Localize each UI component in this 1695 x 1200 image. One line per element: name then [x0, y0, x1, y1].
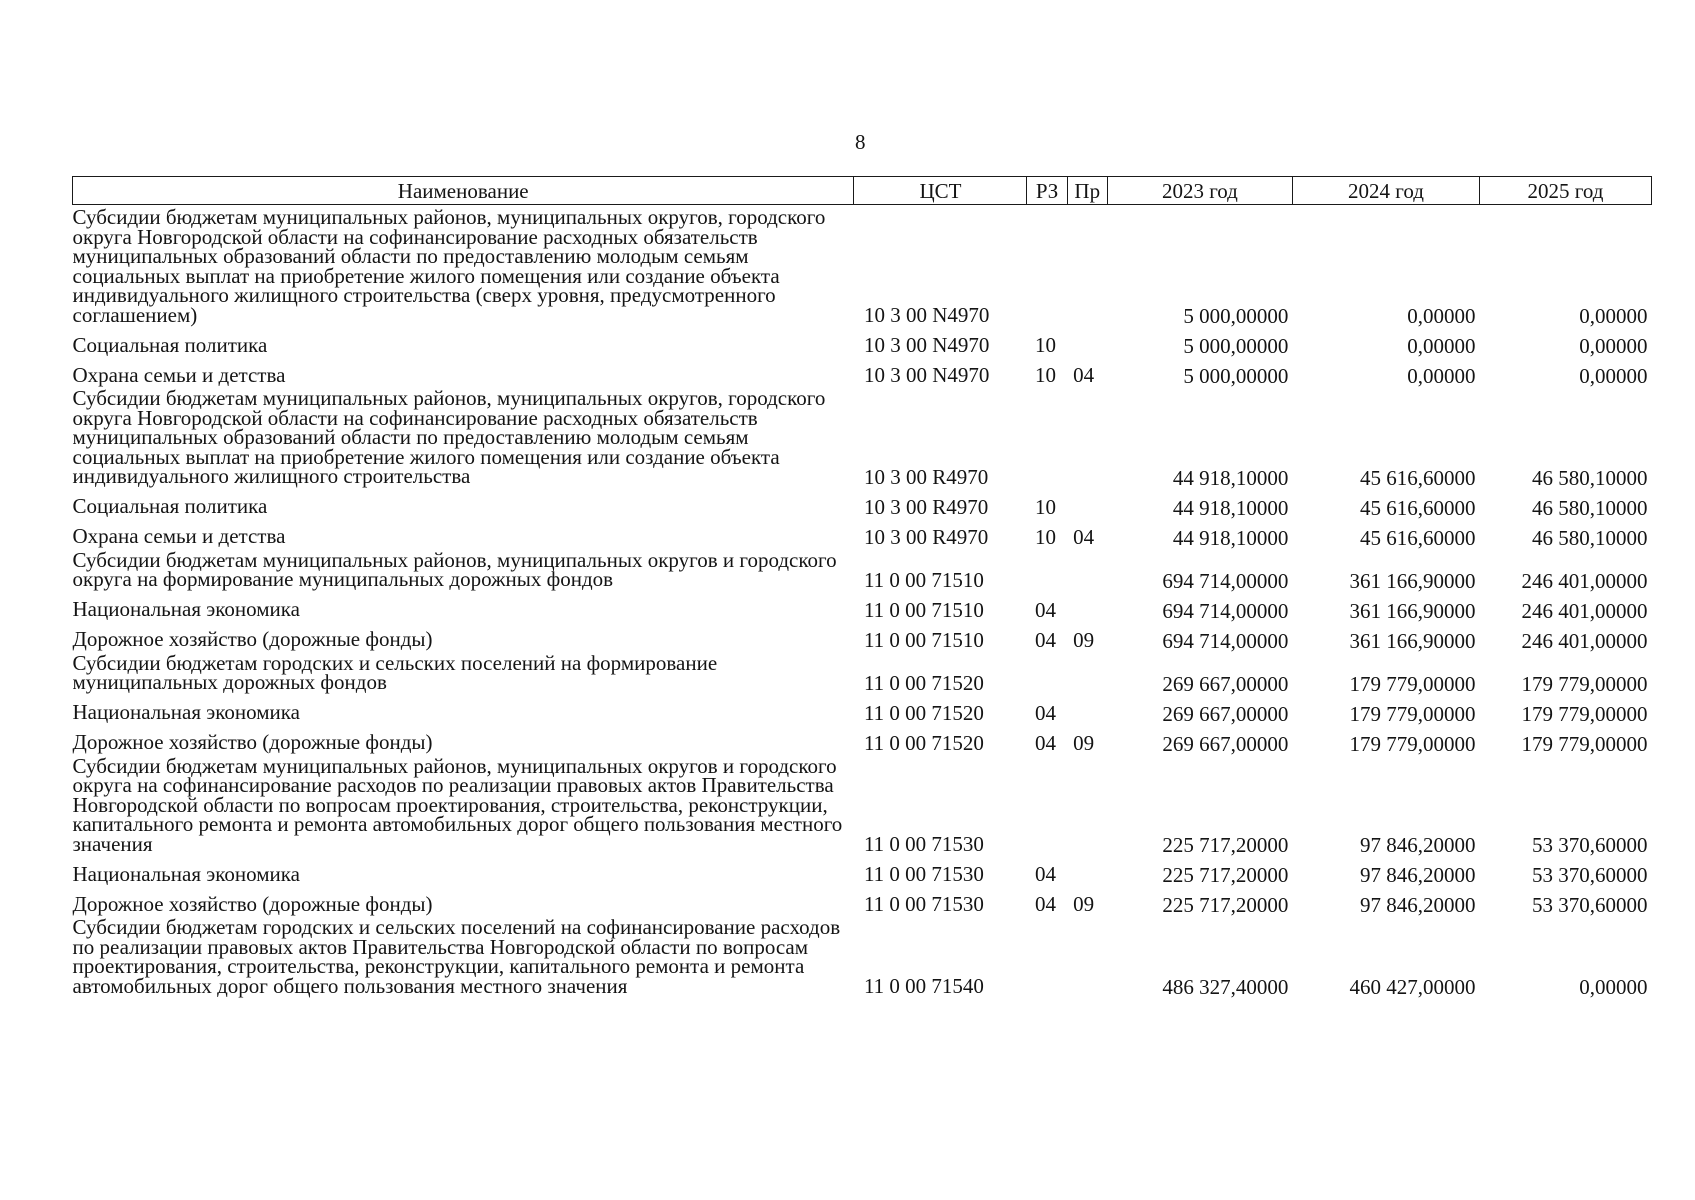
row-name: Социальная политика — [72, 332, 268, 357]
row-value-2024: 361 166,90000 — [1349, 628, 1476, 653]
row-value-2024: 179 779,00000 — [1349, 731, 1476, 756]
row-pr: 04 — [1073, 524, 1095, 549]
row-name: Субсидии бюджетам муниципальных районов, муниципальных округов, городского округа Новгородской области на софинансирование расходных обязательств муниципальных образований области по предоставлению молодым семьям социальных выплат на приобретение жилого помещения или создание объекта индивидуального жилищного строительства — [72, 386, 826, 488]
row-value-2024: 0,00000 — [1407, 364, 1476, 388]
row-value-2024: 45 616,60000 — [1359, 525, 1476, 550]
row-value-2025: 246 401,00000 — [1521, 568, 1648, 593]
row-value-2024: 361 166,90000 — [1349, 598, 1476, 623]
row-name: Социальная политика — [72, 494, 268, 518]
table-row — [73, 356, 1652, 386]
table-body — [73, 205, 1652, 998]
row-value-2025: 179 779,00000 — [1521, 671, 1648, 696]
header-2025: 2025 год — [1479, 177, 1651, 205]
row-value-2025: 53 370,60000 — [1532, 893, 1648, 917]
row-cst: 10 3 00 R4970 — [863, 464, 989, 489]
row-value-2025: 0,00000 — [1579, 304, 1648, 328]
row-value-2023: 269 667,00000 — [1162, 671, 1289, 696]
row-name: Национальная экономика — [72, 861, 300, 886]
row-value-2023: 225 717,20000 — [1162, 893, 1289, 917]
row-value-2025: 246 401,00000 — [1521, 628, 1648, 653]
table-row — [73, 855, 1652, 885]
table-row — [73, 205, 1652, 327]
table-row — [73, 885, 1652, 915]
row-value-2023: 694 714,00000 — [1162, 598, 1289, 623]
table-row — [73, 591, 1652, 621]
row-value-2025: 46 580,10000 — [1532, 525, 1648, 550]
row-value-2023: 225 717,20000 — [1162, 863, 1289, 887]
row-cst: 11 0 00 71520 — [863, 700, 984, 725]
row-value-2023: 5 000,00000 — [1183, 364, 1289, 388]
row-value-2024: 45 616,60000 — [1359, 465, 1476, 490]
row-cst: 10 3 00 N4970 — [863, 363, 990, 387]
row-pr — [1067, 591, 1107, 621]
row-rz — [1027, 548, 1067, 591]
row-cst: 10 3 00 R4970 — [863, 494, 989, 519]
row-pr: 09 — [1073, 730, 1095, 755]
row-pr — [1067, 915, 1107, 997]
row-rz — [1027, 754, 1067, 856]
row-rz — [1027, 915, 1067, 997]
row-value-2024: 179 779,00000 — [1349, 701, 1476, 726]
row-name: Национальная экономика — [72, 700, 300, 724]
row-value-2024: 97 846,20000 — [1359, 833, 1476, 857]
row-cst: 11 0 00 71540 — [863, 974, 984, 998]
row-rz — [1027, 205, 1067, 327]
header-row — [73, 177, 1652, 205]
row-cst: 11 0 00 71520 — [863, 730, 984, 755]
row-value-2023: 694 714,00000 — [1162, 568, 1289, 593]
row-value-2023: 44 918,10000 — [1172, 495, 1289, 520]
row-value-2023: 225 717,20000 — [1162, 833, 1289, 857]
row-name: Охрана семьи и детства — [72, 524, 286, 548]
row-rz: 04 — [1034, 597, 1056, 622]
row-pr — [1067, 651, 1107, 694]
row-cst: 11 0 00 71510 — [863, 627, 984, 652]
row-value-2023: 5 000,00000 — [1183, 334, 1289, 358]
header-2023: 2023 год — [1107, 177, 1292, 205]
row-cst: 10 3 00 N4970 — [863, 303, 990, 327]
row-pr — [1067, 754, 1107, 856]
header-rz: РЗ — [1027, 177, 1067, 205]
row-rz: 04 — [1034, 892, 1056, 916]
table-row — [73, 754, 1652, 856]
header-name: Наименование — [73, 177, 854, 205]
row-name: Субсидии бюджетам городских и сельских поселений на формирование муниципальных дорожных фондов — [72, 650, 718, 694]
row-value-2024: 179 779,00000 — [1349, 671, 1476, 696]
row-rz: 04 — [1034, 627, 1056, 652]
row-value-2025: 179 779,00000 — [1521, 731, 1648, 756]
row-rz — [1027, 651, 1067, 694]
row-cst: 11 0 00 71510 — [863, 567, 984, 592]
header-cst: ЦСТ — [854, 177, 1027, 205]
table-row — [73, 326, 1652, 356]
row-name: Национальная экономика — [72, 597, 300, 621]
row-name: Дорожное хозяйство (дорожные фонды) — [72, 730, 433, 754]
row-value-2025: 0,00000 — [1579, 975, 1648, 999]
row-rz: 04 — [1034, 862, 1056, 886]
page-number: 8 — [855, 130, 866, 154]
table-row — [73, 488, 1652, 518]
row-name: Субсидии бюджетам муниципальных районов, муниципальных округов и городского округа на формирование муниципальных дорожных фондов — [72, 547, 837, 591]
row-value-2023: 44 918,10000 — [1172, 525, 1289, 550]
row-value-2024: 0,00000 — [1407, 304, 1476, 328]
row-value-2025: 0,00000 — [1579, 334, 1648, 358]
row-rz: 10 — [1034, 333, 1056, 357]
row-value-2025: 246 401,00000 — [1521, 598, 1648, 623]
row-cst: 11 0 00 71510 — [863, 597, 984, 622]
row-rz: 10 — [1034, 524, 1056, 549]
row-pr — [1067, 386, 1107, 488]
row-value-2024: 361 166,90000 — [1349, 568, 1476, 593]
row-value-2023: 269 667,00000 — [1162, 731, 1289, 756]
table-row — [73, 724, 1652, 754]
row-pr — [1067, 548, 1107, 591]
row-name: Дорожное хозяйство (дорожные фонды) — [72, 627, 433, 651]
header-2024: 2024 год — [1292, 177, 1479, 205]
row-value-2025: 0,00000 — [1579, 364, 1648, 388]
row-name: Субсидии бюджетам муниципальных районов, муниципальных округов и городского округа на софинансирование расходов по реализации правовых актов Правительства Новгородской области по вопросам проектирования, строительства, реконструкции, капитального ремонта и ремонта автомобильных дорог общего пользования местного значения — [72, 753, 843, 856]
table-row — [73, 621, 1652, 651]
row-name: Субсидии бюджетам городских и сельских поселений на софинансирование расходов по реализации правовых актов Правительства Новгородской области по вопросам проектирования, строительства, реконструкции, капитального ремонта и ремонта автомобильных дорог общего пользования местного значения — [72, 915, 841, 998]
row-pr — [1067, 488, 1107, 518]
row-pr: 09 — [1073, 892, 1095, 916]
row-pr — [1067, 694, 1107, 724]
row-value-2025: 46 580,10000 — [1532, 495, 1648, 520]
row-value-2025: 53 370,60000 — [1532, 833, 1648, 857]
row-value-2023: 5 000,00000 — [1183, 304, 1289, 328]
table-row — [73, 694, 1652, 724]
table-row — [73, 518, 1652, 548]
row-pr — [1067, 855, 1107, 885]
budget-table — [72, 176, 1652, 997]
row-value-2025: 46 580,10000 — [1532, 465, 1648, 490]
row-cst: 11 0 00 71530 — [863, 862, 984, 886]
row-rz: 04 — [1034, 700, 1056, 725]
table-row — [73, 548, 1652, 591]
row-cst: 11 0 00 71530 — [863, 892, 984, 916]
row-value-2023: 694 714,00000 — [1162, 628, 1289, 653]
row-pr — [1067, 326, 1107, 356]
row-value-2025: 179 779,00000 — [1521, 701, 1648, 726]
row-cst: 11 0 00 71520 — [863, 670, 984, 695]
row-value-2023: 269 667,00000 — [1162, 701, 1289, 726]
row-cst: 10 3 00 N4970 — [863, 333, 990, 357]
row-pr — [1067, 205, 1107, 327]
row-value-2024: 97 846,20000 — [1359, 863, 1476, 887]
row-name: Субсидии бюджетам муниципальных районов, муниципальных округов, городского округа Новгородской области на софинансирование расходных обязательств муниципальных образований области по предоставлению молодым семьям социальных выплат на приобретение жилого помещения или создание объекта индивидуального жилищного строительства (сверх уровня, предусмотренного соглашением) — [72, 205, 826, 327]
table-row — [73, 915, 1652, 997]
row-pr: 09 — [1073, 627, 1095, 652]
table-row — [73, 386, 1652, 488]
row-name: Дорожное хозяйство (дорожные фонды) — [72, 891, 433, 916]
row-value-2024: 97 846,20000 — [1359, 893, 1476, 917]
row-value-2024: 45 616,60000 — [1359, 495, 1476, 520]
row-value-2025: 53 370,60000 — [1532, 863, 1648, 887]
header-pr: Пр — [1067, 177, 1107, 205]
table-header — [73, 177, 1652, 205]
row-value-2023: 44 918,10000 — [1172, 465, 1289, 490]
row-value-2024: 0,00000 — [1407, 334, 1476, 358]
row-rz: 10 — [1034, 363, 1056, 387]
row-name: Охрана семьи и детства — [72, 362, 286, 387]
row-value-2023: 486 327,40000 — [1162, 975, 1289, 999]
row-cst: 11 0 00 71530 — [863, 832, 984, 856]
row-rz — [1027, 386, 1067, 488]
row-cst: 10 3 00 R4970 — [863, 524, 989, 549]
row-rz: 10 — [1034, 494, 1056, 519]
row-rz: 04 — [1034, 730, 1056, 755]
table-row — [73, 651, 1652, 694]
row-value-2024: 460 427,00000 — [1349, 975, 1476, 999]
row-pr: 04 — [1073, 363, 1095, 387]
